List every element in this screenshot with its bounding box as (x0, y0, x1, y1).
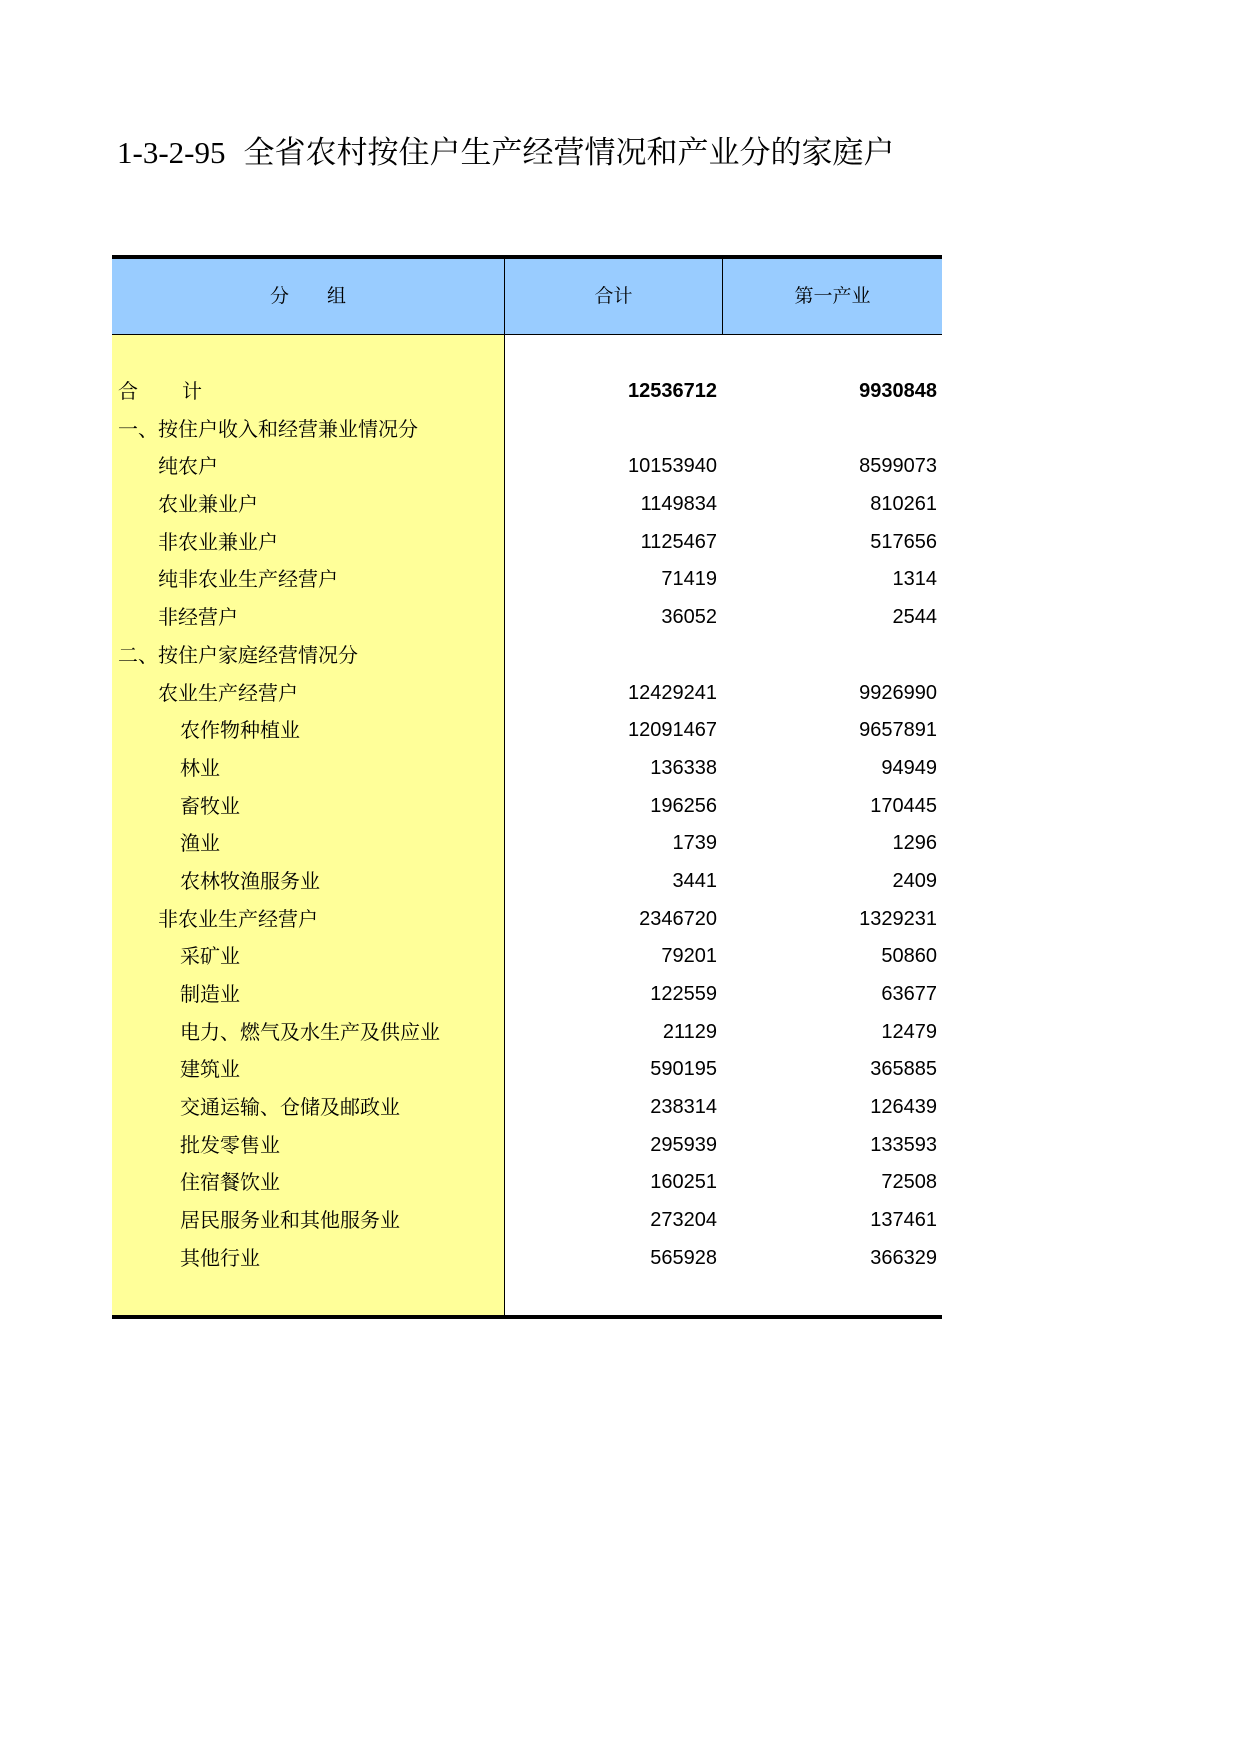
cell-total: 295939 (650, 1133, 717, 1156)
table-row (112, 788, 942, 826)
total-label-part2: 计 (182, 379, 202, 403)
cell-total: 1125467 (640, 530, 717, 553)
cell-total: 565928 (650, 1246, 717, 1269)
cell-total: 1739 (672, 832, 717, 855)
table-row (112, 486, 942, 524)
row-label: 住宿餐饮业 (180, 1170, 280, 1195)
cell-primary: 133593 (870, 1133, 937, 1156)
cell-primary: 63677 (881, 983, 937, 1005)
row-label: 电力、燃气及水生产及供应业 (180, 1019, 440, 1044)
cell-primary: 9657891 (859, 719, 937, 742)
cell-primary: 1296 (892, 832, 937, 855)
cell-total: 2346720 (639, 907, 717, 930)
cell-primary: 50860 (881, 945, 937, 968)
cell-total: 590195 (650, 1058, 717, 1081)
statistics-table (112, 255, 942, 1318)
table-title-text: 全省农村按住户生产经营情况和产业分的家庭户 (243, 135, 895, 171)
row-label: 非经营户 (158, 605, 238, 630)
cell-primary: 2409 (892, 869, 937, 892)
table-row (112, 637, 942, 675)
table-row (112, 448, 942, 486)
cell-total: 1149834 (640, 493, 717, 516)
row-label: 建筑业 (180, 1057, 240, 1082)
cell-total: 12536712 (628, 380, 717, 402)
row-label: 渔业 (180, 831, 220, 856)
table-code: 1-3-2-95 (117, 135, 226, 170)
cell-primary: 365885 (870, 1058, 937, 1081)
row-label: 其他行业 (180, 1245, 260, 1270)
cell-primary: 8599073 (859, 455, 937, 478)
cell-total: 3441 (672, 869, 717, 892)
row-label: 居民服务业和其他服务业 (180, 1208, 400, 1233)
page-title (117, 128, 942, 178)
cell-primary: 170445 (870, 794, 937, 817)
table-row (112, 1014, 942, 1052)
table-row (112, 1240, 942, 1278)
table-row (112, 411, 942, 449)
header-total: 合计 (505, 259, 723, 334)
row-label: 采矿业 (180, 944, 240, 969)
row-label: 农作物种植业 (180, 718, 300, 743)
cell-total: 12091467 (628, 719, 717, 742)
cell-total: 36052 (661, 606, 717, 629)
table-row-total (112, 373, 942, 411)
table-row (112, 976, 942, 1014)
cell-total: 12429241 (628, 681, 717, 704)
table-row (112, 750, 942, 788)
cell-total: 79201 (661, 945, 717, 968)
cell-primary: 1329231 (859, 907, 937, 930)
row-label: 纯非农业生产经营户 (158, 567, 338, 592)
row-label (118, 373, 202, 411)
cell-primary: 72508 (881, 1171, 937, 1194)
cell-total: 238314 (650, 1096, 717, 1119)
row-label: 畜牧业 (180, 793, 240, 818)
row-label: 制造业 (180, 982, 240, 1006)
row-label: 农业生产经营户 (158, 680, 298, 705)
table-row (112, 825, 942, 863)
table-row (112, 1127, 942, 1165)
total-label-part1: 合 (118, 379, 138, 403)
cell-primary: 137461 (870, 1209, 937, 1232)
cell-primary: 2544 (892, 606, 937, 629)
table-row (112, 561, 942, 599)
cell-primary: 9930848 (859, 380, 937, 402)
row-label: 林业 (180, 755, 220, 780)
cell-primary (723, 637, 937, 675)
cell-primary (723, 411, 937, 449)
cell-primary: 9926990 (859, 681, 937, 704)
cell-total: 273204 (650, 1209, 717, 1232)
cell-total (505, 411, 717, 449)
table-body (112, 373, 942, 1278)
table-row (112, 675, 942, 713)
cell-primary: 126439 (870, 1096, 937, 1119)
header-primary-industry: 第一产业 (794, 285, 871, 307)
table-row (112, 1202, 942, 1240)
table-row (112, 712, 942, 750)
table-row (112, 1051, 942, 1089)
table-bottom-rule (112, 1315, 942, 1319)
row-label: 批发零售业 (180, 1132, 280, 1157)
table-row (112, 524, 942, 562)
cell-total: 71419 (661, 568, 717, 591)
cell-primary: 12479 (881, 1020, 937, 1043)
cell-primary: 94949 (881, 756, 937, 779)
cell-total: 10153940 (628, 455, 717, 478)
section-heading: 一、按住户收入和经营兼业情况分 (118, 416, 418, 441)
table-row (112, 938, 942, 976)
row-label: 纯农户 (158, 454, 218, 479)
row-label: 非农业兼业户 (158, 529, 278, 554)
table-row (112, 1164, 942, 1202)
table-row (112, 599, 942, 637)
cell-total (505, 637, 717, 675)
table-header (112, 255, 942, 335)
table-row (112, 863, 942, 901)
cell-primary: 1314 (892, 568, 937, 591)
row-label: 农业兼业户 (158, 492, 258, 517)
cell-total: 122559 (650, 983, 717, 1005)
row-label: 交通运输、仓储及邮政业 (180, 1095, 400, 1120)
cell-primary: 517656 (870, 530, 937, 553)
cell-total: 136338 (650, 756, 717, 779)
row-label: 农林牧渔服务业 (180, 868, 320, 893)
header-group: 分 组 (112, 259, 505, 334)
cell-total: 21129 (662, 1020, 717, 1043)
section-heading: 二、按住户家庭经营情况分 (118, 642, 358, 667)
cell-total: 160251 (650, 1171, 717, 1194)
table-row (112, 1089, 942, 1127)
row-label: 非农业生产经营户 (158, 906, 318, 931)
table-row (112, 901, 942, 939)
cell-primary: 810261 (870, 493, 937, 516)
cell-total: 196256 (650, 794, 717, 817)
cell-primary: 366329 (870, 1246, 937, 1269)
